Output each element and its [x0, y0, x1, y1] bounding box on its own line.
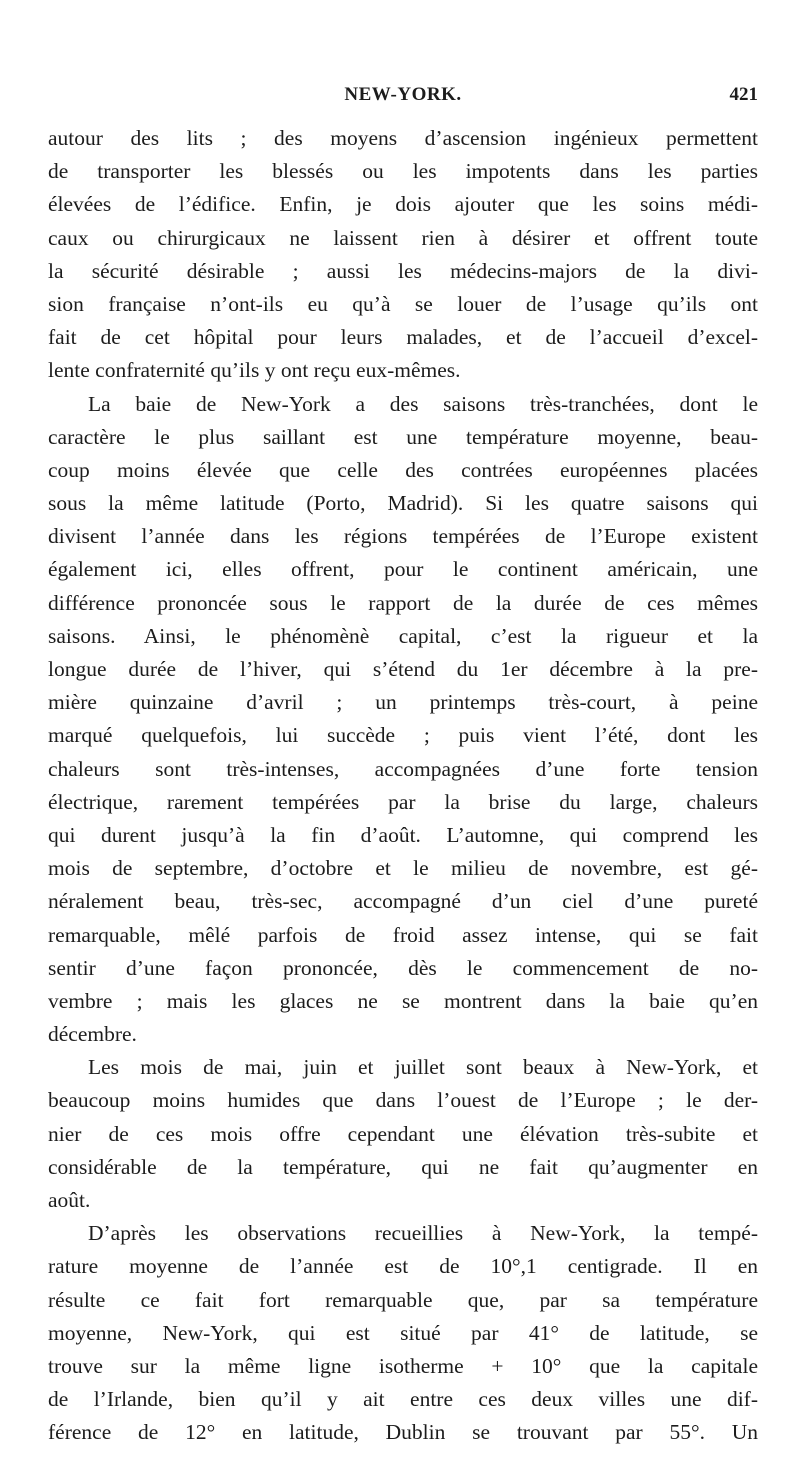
text-line: de transporter les blessés ou les impotents dans les parties	[48, 159, 758, 184]
text-line: beaucoup moins humides que dans l’ouest de l’Europe ; le der-	[48, 1088, 758, 1113]
text-line: saisons. Ainsi, le phénomènè capital, c’est la rigueur et la	[48, 623, 758, 648]
text-line: vembre ; mais les glaces ne se montrent dans la baie qu’en	[48, 988, 758, 1013]
text-line: de l’Irlande, bien qu’il y ait entre ces deux villes une dif-	[48, 1387, 758, 1412]
text-line: remarquable, mêlé parfois de froid assez intense, qui se fait	[48, 922, 758, 947]
body-text	[48, 122, 758, 1450]
text-line: trouve sur la même ligne isotherme + 10° que la capitale	[48, 1353, 758, 1378]
text-line: nier de ces mois offre cependant une élévation très-subite et	[48, 1121, 758, 1146]
text-line: mière quinzaine d’avril ; un printemps très-court, à peine	[48, 690, 758, 715]
text-line: caractère le plus saillant est une température moyenne, beau-	[48, 424, 758, 449]
text-line: longue durée de l’hiver, qui s’étend du 1er décembre à la pre-	[48, 657, 758, 681]
text-line: Les mois de mai, juin et juillet sont beaux à New-York, et	[88, 1055, 758, 1080]
text-line: sous la même latitude (Porto, Madrid). Si les quatre saisons qui	[48, 491, 758, 516]
text-line: chaleurs sont très-intenses, accompagnées d’une forte tension	[48, 756, 758, 781]
text-line: marqué quelquefois, lui succède ; puis vient l’été, dont les	[48, 723, 758, 748]
text-line: coup moins élevée que celle des contrées européennes placées	[48, 457, 758, 482]
paragraph-3	[48, 1051, 758, 1217]
text-line: caux ou chirurgicaux ne laissent rien à désirer et offrent toute	[48, 225, 758, 250]
text-line: août.	[48, 1188, 91, 1212]
text-line: qui durent jusqu’à la fin d’août. L’automne, qui comprend les	[48, 822, 758, 847]
text-line: résulte ce fait fort remarquable que, par sa température	[48, 1287, 758, 1312]
text-line: sentir d’une façon prononcée, dès le commencement de no-	[48, 955, 758, 980]
text-line: décembre.	[48, 1022, 137, 1047]
text-line: la sécurité désirable ; aussi les médecins-majors de la divi-	[48, 258, 758, 283]
text-line: lente confraternité qu’ils y ont reçu eux-mêmes.	[48, 358, 461, 383]
text-line: néralement beau, très-sec, accompagné d’un ciel d’une pureté	[48, 889, 758, 914]
running-title: NEW-YORK.	[344, 84, 462, 105]
text-line: élevées de l’édifice. Enfin, je dois ajouter que les soins médi-	[48, 192, 758, 217]
paragraph-4	[48, 1217, 758, 1449]
text-line: D’après les observations recueillies à New-York, la tempé-	[88, 1221, 758, 1246]
text-line: électrique, rarement tempérées par la brise du large, chaleurs	[48, 789, 758, 814]
paragraph-1	[48, 122, 758, 388]
text-line: sion française n’ont-ils eu qu’à se louer de l’usage qu’ils ont	[48, 291, 758, 316]
text-line: divisent l’année dans les régions tempérées de l’Europe existent	[48, 524, 758, 549]
text-line: fait de cet hôpital pour leurs malades, et de l’accueil d’excel-	[48, 325, 758, 350]
text-line: La baie de New-York a des saisons très-tranchées, dont le	[88, 391, 758, 416]
text-line: férence de 12° en latitude, Dublin se trouvant par 55°. Un	[48, 1420, 758, 1445]
text-line: considérable de la température, qui ne fait qu’augmenter en	[48, 1154, 758, 1179]
page-number: 421	[729, 84, 758, 105]
text-line: moyenne, New-York, qui est situé par 41° de latitude, se	[48, 1320, 758, 1345]
text-line: également ici, elles offrent, pour le continent américain, une	[48, 557, 758, 582]
paragraph-2	[48, 388, 758, 1052]
text-line: mois de septembre, d’octobre et le milieu de novembre, est gé-	[48, 856, 758, 881]
running-head	[48, 84, 758, 114]
text-line: différence prononcée sous le rapport de la durée de ces mêmes	[48, 590, 758, 615]
text-line: autour des lits ; des moyens d’ascension ingénieux permettent	[48, 126, 758, 150]
text-line: rature moyenne de l’année est de 10°,1 centigrade. Il en	[48, 1254, 758, 1279]
